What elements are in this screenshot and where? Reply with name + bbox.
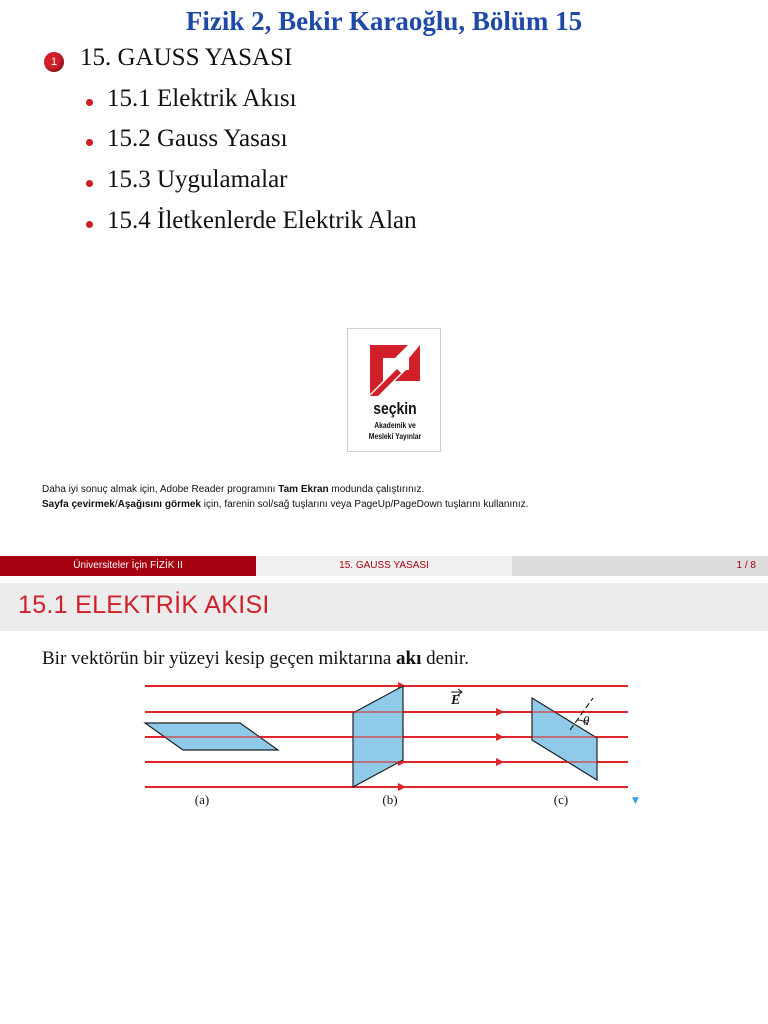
note-bold-text: Tam Ekran [278,484,329,495]
footer-page-number: 1 / 8 [512,556,768,576]
bullet-icon [86,99,93,106]
note-text: Daha iyi sonuç almak için, Adobe Reader programını [42,484,279,495]
note-bold-text: Aşağısını görmek [117,499,201,510]
section-number-badge: 1 [44,52,64,72]
fullscreen-note [42,484,424,495]
field-label: E [451,693,461,708]
subsection-item-4[interactable]: 15.4 İletkenlerde Elektrik Alan [107,207,417,234]
presentation-title: Fizik 2, Bekir Karaoğlu, Bölüm 15 [185,6,583,36]
publisher-logo [347,328,441,452]
normal-line [570,698,593,730]
note-bold-text: Sayfa çevirmek [42,499,115,510]
definition-keyword: akı [396,648,422,669]
frame-title: 15.1 ELEKTRİK AKISI [18,591,270,619]
definition-text-part: denir. [421,648,469,669]
note-text: modunda çalıştırınız. [328,484,425,495]
bullet-icon [86,180,93,187]
footer-chapter-title: 15. GAUSS YASASI [256,556,512,576]
bullet-icon [86,139,93,146]
publisher-logo-mark-icon [348,329,442,399]
continue-arrow-icon[interactable]: ▼ [632,796,639,806]
plate-c [532,698,597,780]
note-text: / [114,499,118,510]
note-text: için, farenin sol/sağ tuşlarını veya PageUp/PageDown tuşlarını kullanınız. [200,499,529,510]
subsection-item-1[interactable]: 15.1 Elektrik Akısı [107,85,297,112]
publisher-logo-subtitle-2: Mesleki Yayınlar [368,432,422,441]
definition-text-part: Bir vektörün bir yüzeyi kesip geçen miktarına [42,648,397,669]
navigation-note [42,499,528,510]
subsection-item-3[interactable]: 15.3 Uygulamalar [107,166,288,193]
figure-label-a: (a) [194,792,210,807]
publisher-logo-subtitle-1: Akademik ve [374,421,416,430]
figure-label-b: (b) [382,792,398,807]
angle-label: θ [583,713,590,728]
subsection-item-2[interactable]: 15.2 Gauss Yasası [107,125,288,152]
definition-text [42,648,469,670]
electric-flux-figure [140,680,640,810]
publisher-logo-word: seçkin [373,399,417,418]
bullet-icon [86,221,93,228]
footer-book-title: Üniversiteler İçin FİZİK II [0,556,256,576]
figure-label-c: (c) [553,792,569,807]
section-title[interactable]: 15. GAUSS YASASI [80,44,293,71]
